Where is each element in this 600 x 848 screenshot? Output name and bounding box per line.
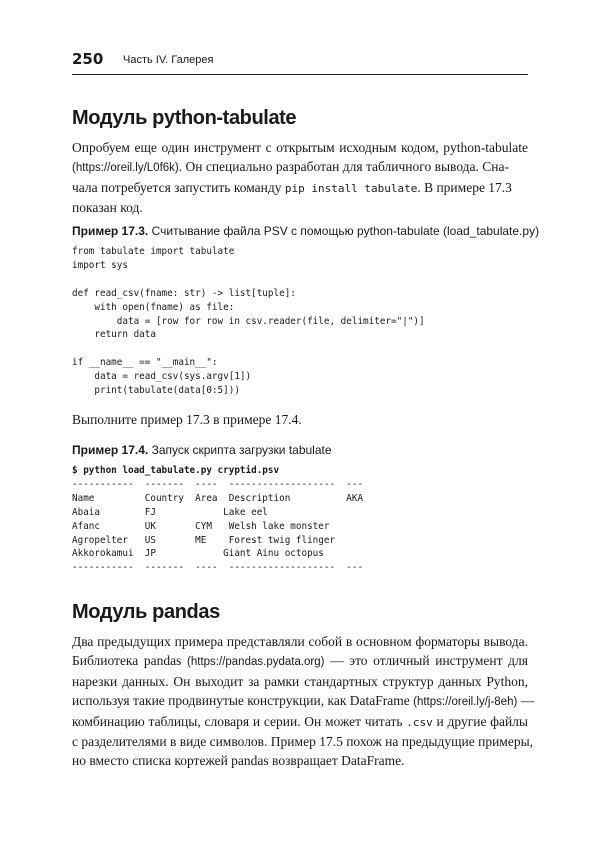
code-line: data = [row for row in csv.reader(file, delimiter="|")] <box>72 315 425 327</box>
example-17-4-caption <box>72 443 332 457</box>
tabulate-link[interactable]: (https://oreil.ly/L0f6k) <box>72 162 179 174</box>
run-sentence: Выполните пример 17.3 в примере 17.4. <box>72 412 302 427</box>
pandas-line-2: Библиотека pandas (https://pandas.pydata.org) — это отличный инструмент для <box>72 653 528 668</box>
code-line: if __name__ == "__main__": <box>72 357 218 369</box>
pip-install-command: pip install tabulate <box>284 182 418 195</box>
example-17-3-caption <box>72 224 539 238</box>
output-line: Abaia FJ Lake eel <box>72 506 268 518</box>
intro-line-1: Опробуем еще один инструмент с открытым исходным кодом, python-tabulate <box>72 140 528 155</box>
running-header <box>72 50 528 75</box>
intro-line-4: показан код. <box>72 200 143 215</box>
csv-extension: .csv <box>406 716 433 729</box>
code-line: def read_csv(fname: str) -> list[tuple]: <box>72 287 296 299</box>
output-line: Akkorokamui JP Giant Ainu octopus <box>72 548 324 560</box>
section-heading-python-tabulate: Модуль python-tabulate <box>72 107 297 129</box>
example-17-3-title: Считывание файла PSV с помощью python-tabulate (load_tabulate.py) <box>148 224 540 238</box>
code-line: return data <box>72 329 156 341</box>
pandas-paragraph <box>72 632 535 770</box>
output-line: Agropelter US ME Forest twig flinger <box>72 534 336 546</box>
output-line: ----------- ------- ---- ------------------- --- <box>72 562 364 574</box>
output-line: Afanc UK CYM Welsh lake monster <box>72 520 330 532</box>
page-number: 250 <box>72 50 104 68</box>
pandas-line-5: комбинацию таблицы, словаря и серии. Он может читать .csv и другие файлы <box>72 714 528 729</box>
code-line: from tabulate import tabulate <box>72 246 235 257</box>
code-line: print(tabulate(data[0:5])) <box>72 385 240 397</box>
pandas-line-1: Два предыдущих примера представляли собой в основном форматоры вывода. <box>72 634 528 649</box>
pandas-line-7: но вместо списка кортежей pandas возвращает DataFrame. <box>72 753 405 768</box>
example-17-4-title: Запуск скрипта загрузки tabulate <box>148 443 332 457</box>
output-line: Name Country Area Description AKA <box>72 492 364 504</box>
example-17-4-output <box>72 464 363 575</box>
pandas-line-6: с разделителями в виде символов. Пример 17.5 похож на предыдущие примеры, <box>72 734 534 749</box>
code-line: with open(fname) as file: <box>72 301 235 313</box>
pandas-line-3: нарезки данных. Он выходит за рамки стандартных структур данных Python, <box>72 674 528 689</box>
pandas-line-4: используя такие продвинутые конструкции, как DataFrame (https://oreil.ly/j-8eh) — <box>72 693 535 708</box>
code-line: data = read_csv(sys.argv[1]) <box>72 371 252 383</box>
intro-line-3: чала потребуется запустить команду pip install tabulate. В примере 17.3 <box>72 180 512 195</box>
pandas-link[interactable]: (https://pandas.pydata.org) <box>187 656 325 668</box>
code-line: import sys <box>72 259 128 271</box>
section-heading-pandas: Модуль pandas <box>72 601 220 623</box>
example-17-3-label: Пример 17.3. <box>72 224 149 238</box>
example-17-4-label: Пример 17.4. <box>72 443 149 457</box>
example-17-3-code <box>72 245 425 398</box>
intro-line-2: (https://oreil.ly/L0f6k). Он специально разработан для табличного вывода. Сна- <box>72 159 510 174</box>
shell-command: $ python load_tabulate.py cryptid.psv <box>72 465 280 476</box>
part-title: Часть IV. Галерея <box>123 54 214 66</box>
output-line: ----------- ------- ---- ------------------- --- <box>72 478 364 490</box>
dataframe-link[interactable]: (https://oreil.ly/j-8eh) <box>413 696 518 708</box>
intro-paragraph <box>72 138 528 217</box>
